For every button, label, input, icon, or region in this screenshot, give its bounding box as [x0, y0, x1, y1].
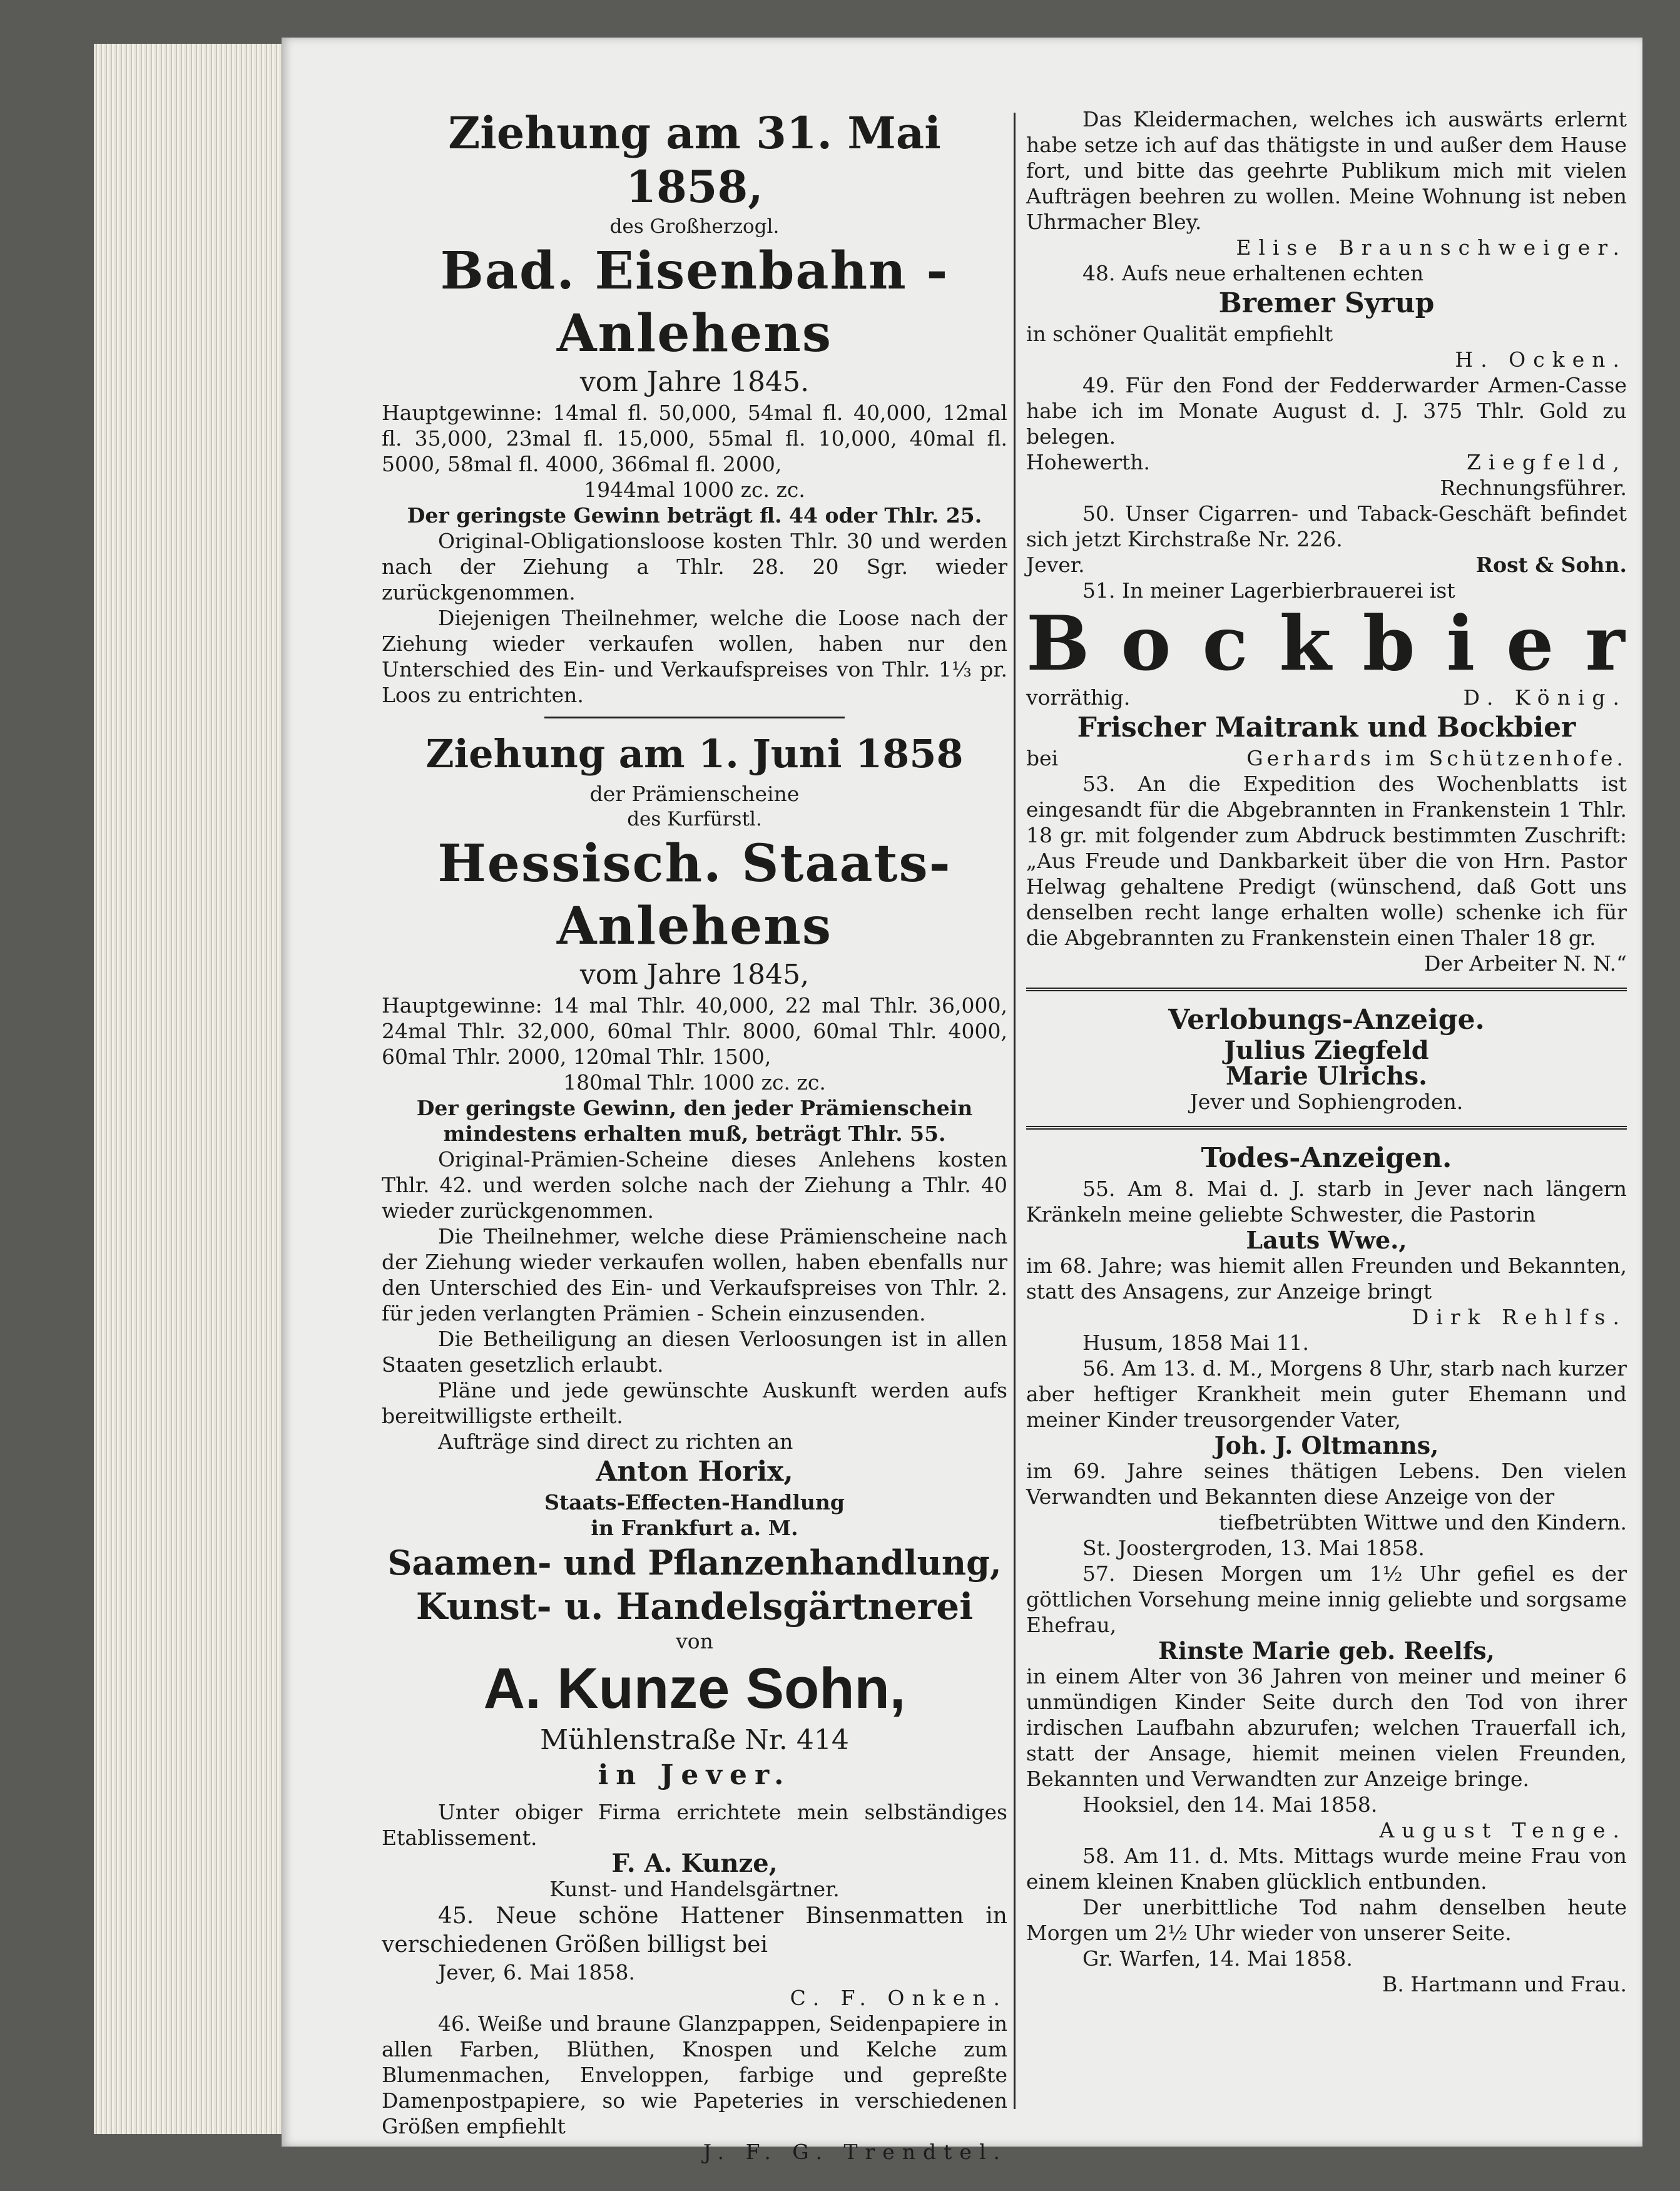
- ad3-name: A. Kunze Sohn,: [483, 1657, 906, 1720]
- ad2-firm-2: Staats-Effecten-Handlung: [544, 1490, 845, 1514]
- notice-57: 57. Diesen Morgen um 1½ Uhr gefiel es der göttlichen Vorsehung meine innig geliebte und sorgsame Ehefrau,: [1026, 1561, 1627, 1637]
- notice-57-name: Rinste Marie geb. Reelfs,: [1158, 1637, 1495, 1665]
- notice-46-signature: J. F. G. Trendtel.: [703, 2140, 1007, 2164]
- ad1-year: vom Jahre 1845.: [579, 366, 810, 398]
- notice-50-signature: Rost & Sohn.: [1475, 553, 1627, 577]
- ad2-firm: Anton Horix,: [596, 1456, 793, 1488]
- notice-49-place: Hohewerth.: [1026, 450, 1150, 474]
- ad2-name: Hessisch. Staats-Anlehens: [437, 834, 952, 956]
- ad2-sub2: des Kurfürstl.: [627, 808, 762, 830]
- notice-58-signature: B. Hartmann und Frau.: [1382, 1972, 1627, 1996]
- ad2-para5: Aufträge sind direct zu richten an: [438, 1429, 793, 1454]
- notice-58-para: Der unerbittliche Tod nahm denselben heute Morgen um 2½ Uhr wieder von unserer Seite.: [1026, 1895, 1627, 1945]
- ad3-signature-2: Kunst- und Handelsgärtner.: [549, 1877, 840, 1901]
- notice-45-signature: C. F. Onken.: [790, 1986, 1007, 2010]
- notice-49-signature-2: Rechnungsführer.: [1440, 476, 1627, 500]
- notice-57-signature: August Tenge.: [1379, 1818, 1627, 1842]
- ad3-signature: F. A. Kunze,: [611, 1849, 778, 1878]
- notice-52-bei: bei: [1026, 746, 1059, 770]
- ad1-prizes: Hauptgewinne: 14mal fl. 50,000, 54mal fl. 40,000, 12mal fl. 35,000, 23mal fl. 15,000, 55mal fl. 10,000, 40mal fl. 5000, 58mal fl. 4000, 366mal fl. 2000,: [382, 401, 1007, 476]
- ad2-para4: Pläne und jede gewünschte Auskunft werden aufs bereitwilligste ertheilt.: [382, 1378, 1007, 1428]
- notice-53-signature: Der Arbeiter N. N.“: [1424, 951, 1627, 976]
- ad3-address: Mühlenstraße Nr. 414: [540, 1724, 849, 1756]
- engagement-name-1: Julius Ziegfeld: [1224, 1036, 1429, 1065]
- notice-52-title: Frischer Maitrank und Bockbier: [1077, 712, 1576, 743]
- ad3-title-2: Kunst- u. Handelsgärtnerei: [415, 1585, 974, 1628]
- ad2-title: Ziehung am 1. Juni 1858: [425, 731, 964, 777]
- notice-50: 50. Unser Cigarren- und Taback-Geschäft befindet sich jetzt Kirchstraße Nr. 226.: [1026, 501, 1627, 551]
- left-column: [382, 106, 1007, 2165]
- notice-55: 55. Am 8. Mai d. J. starb in Jever nach längern Kränkeln meine geliebte Schwester, die Pastorin: [1026, 1177, 1627, 1227]
- ad2-year: vom Jahre 1845,: [579, 959, 810, 991]
- notice-49-signature: Ziegfeld,: [1466, 450, 1627, 474]
- ad1-para2: Diejenigen Theilnehmer, welche die Loose nach der Ziehung wieder verkaufen wollen, haben nur den Unterschied des Ein- und Verkaufspreises von Thlr. 1⅓ pr. Loos zu entrichten.: [382, 606, 1007, 707]
- ad1-para1: Original-Obligationsloose kosten Thlr. 30 und werden nach der Ziehung a Thlr. 28. 20 Sgr. wieder zurückgenommen.: [382, 529, 1007, 605]
- notice-48-signature: H. Ocken.: [1455, 347, 1627, 372]
- ad2-para2: Die Theilnehmer, welche diese Prämienscheine nach der Ziehung wieder verkaufen wollen, haben ebenfalls nur den Unterschied des Ein- und Verkaufspreises von Thlr. 2. für jeden verlangten Prämien - Schein einzusenden.: [382, 1224, 1007, 1325]
- ad1-min-prize: Der geringste Gewinn beträgt fl. 44 oder Thlr. 25.: [407, 503, 982, 528]
- column-divider: [1014, 113, 1016, 2109]
- right-column: [1026, 106, 1656, 1997]
- engagement-name-2: Marie Ulrichs.: [1225, 1061, 1428, 1091]
- ad2-para1: Original-Prämien-Scheine dieses Anlehens kosten Thlr. 42. und werden solche nach der Ziehung a Thlr. 40 wieder zurückgenommen.: [382, 1147, 1007, 1223]
- notice-48: 48. Aufs neue erhaltenen echten: [1082, 261, 1424, 285]
- notice-47-signature: Elise Braunschweiger.: [1236, 235, 1627, 260]
- ad2-min-prize-1: Der geringste Gewinn, den jeder Prämienschein: [416, 1096, 973, 1120]
- notice-56-name: Joh. J. Oltmanns,: [1214, 1431, 1439, 1459]
- notice-48-title: Bremer Syrup: [1218, 287, 1435, 319]
- book-page-edges: [94, 44, 300, 2134]
- engagement-title: Verlobungs-Anzeige.: [1168, 1004, 1485, 1036]
- notice-47: Das Kleidermachen, welches ich auswärts erlernt habe setze ich auf das thätigste in und außer dem Hause fort, und bitte das geehrte Publikum mich mit vielen Aufträgen beehren zu wollen. Meine Wohnung ist neben Uhrmacher Bley.: [1026, 107, 1627, 234]
- engagement-place: Jever und Sophiengroden.: [1189, 1090, 1464, 1114]
- ad3-para: Unter obiger Firma errichtete mein selbständiges Etablissement.: [382, 1800, 1007, 1850]
- notice-56-date: St. Joostergroden, 13. Mai 1858.: [1082, 1536, 1425, 1560]
- ad1-subtitle: des Großherzogl.: [609, 215, 780, 238]
- notice-58-date: Gr. Warfen, 14. Mai 1858.: [1082, 1946, 1353, 1971]
- ad3-title-1: Saamen- und Pflanzenhandlung,: [387, 1543, 1002, 1583]
- notice-45: 45. Neue schöne Hattener Binsenmatten in verschiedenen Größen billigst bei: [382, 1903, 1007, 1958]
- ad2-prizes-end: 180mal Thlr. 1000 zc. zc.: [563, 1070, 826, 1095]
- death-notices-title: Todes-Anzeigen.: [1201, 1142, 1452, 1174]
- notice-45-date: Jever, 6. Mai 1858.: [438, 1960, 636, 1984]
- notice-53: 53. An die Expedition des Wochenblatts ist eingesandt für die Abgebrannten in Frankenstein 1 Thlr. 18 gr. mit folgender zum Abdruck bestimmten Zuschrift: „Aus Freude und Dankbarkeit über die von Hrn. Pastor Helwag gehaltene Predigt (wünschend, daß Gott uns denselben recht lange erhalten wolle) schenke ich für die Abgebrannten zu Frankenstein einen Thaler 18 gr.: [1026, 772, 1627, 950]
- ad1-name: Bad. Eisenbahn - Anlehens: [440, 241, 949, 364]
- ad2-para3: Die Betheiligung an diesen Verloosungen ist in allen Staaten gesetzlich erlaubt.: [382, 1327, 1007, 1377]
- divider-rule: [544, 717, 845, 718]
- notice-56: 56. Am 13. d. M., Morgens 8 Uhr, starb nach kurzer aber heftiger Krankheit mein guter Ehemann und meiner Kinder treusorgender Vater,: [1026, 1356, 1627, 1432]
- notice-51: 51. In meiner Lagerbierbrauerei ist: [1082, 578, 1455, 603]
- notice-57-date: Hooksiel, den 14. Mai 1858.: [1082, 1792, 1378, 1817]
- notice-55-signature: Dirk Rehlfs.: [1412, 1305, 1627, 1329]
- ad1-prizes-end: 1944mal 1000 zc. zc.: [584, 478, 805, 502]
- notice-57-para: in einem Alter von 36 Jahren von meiner und meiner 6 unmündigen Kinder Seite durch den Tod von ihrer irdischen Laufbahn abzurufen; welchen Trauerfall ich, statt der Ansage, hiemit meinen vielen Freunden, Bekannten und Verwandten zur Anzeige bringe.: [1026, 1664, 1627, 1791]
- ad3-von: von: [676, 1629, 713, 1653]
- notice-56-para: im 69. Jahre seines thätigen Lebens. Den vielen Verwandten und Bekannten diese Anzeige von der: [1026, 1459, 1627, 1509]
- notice-50-place: Jever.: [1026, 553, 1085, 577]
- notice-49: 49. Für den Fond der Fedderwarder Armen-Casse habe ich im Monate August d. J. 375 Thlr. Gold zu belegen.: [1026, 373, 1627, 449]
- notice-58: 58. Am 11. d. Mts. Mittags wurde meine Frau von einem kleinen Knaben glücklich entbunden.: [1026, 1844, 1627, 1894]
- ad1-title: Ziehung am 31. Mai 1858,: [448, 107, 941, 213]
- notice-48-para: in schöner Qualität empfiehlt: [1026, 322, 1333, 346]
- newspaper-page: [282, 38, 1656, 2164]
- section-rule: [1026, 1126, 1627, 1130]
- notice-55-name: Lauts Wwe.,: [1246, 1226, 1407, 1254]
- notice-51-big: Bockbier: [1026, 600, 1656, 688]
- notice-56-para-2: tiefbetrübten Wittwe und den Kindern.: [1219, 1510, 1627, 1535]
- notice-52-signature: Gerhards im Schützenhofe.: [1246, 746, 1627, 770]
- ad2-prizes: Hauptgewinne: 14 mal Thlr. 40,000, 22 mal Thlr. 36,000, 24mal Thlr. 32,000, 60mal Thlr. 8000, 60mal Thlr. 4000, 60mal Thlr. 2000, 120mal Thlr. 1500,: [382, 993, 1007, 1069]
- section-rule: [1026, 988, 1627, 991]
- notice-55-date: Husum, 1858 Mai 11.: [1082, 1330, 1309, 1355]
- ad2-firm-3: in Frankfurt a. M.: [591, 1516, 798, 1540]
- ad2-sub1: der Prämienscheine: [589, 782, 800, 806]
- notice-51-signature: D. König.: [1463, 685, 1627, 710]
- notice-51-avail: vorräthig.: [1026, 685, 1131, 710]
- ad3-town: in Jever.: [598, 1759, 792, 1791]
- notice-55-para: im 68. Jahre; was hiemit allen Freunden und Bekannten, statt des Ansagens, zur Anzeige bringt: [1026, 1254, 1627, 1304]
- ad2-min-prize-2: mindestens erhalten muß, beträgt Thlr. 55.: [443, 1121, 946, 1146]
- notice-46: 46. Weiße und braune Glanzpappen, Seidenpapiere in allen Farben, Blüthen, Knospen und Kelche zum Blumenmachen, Enveloppen, farbige und gepreßte Damenpostpapiere, so wie Papeteries in verschiedenen Größen empfiehlt: [382, 2011, 1007, 2138]
